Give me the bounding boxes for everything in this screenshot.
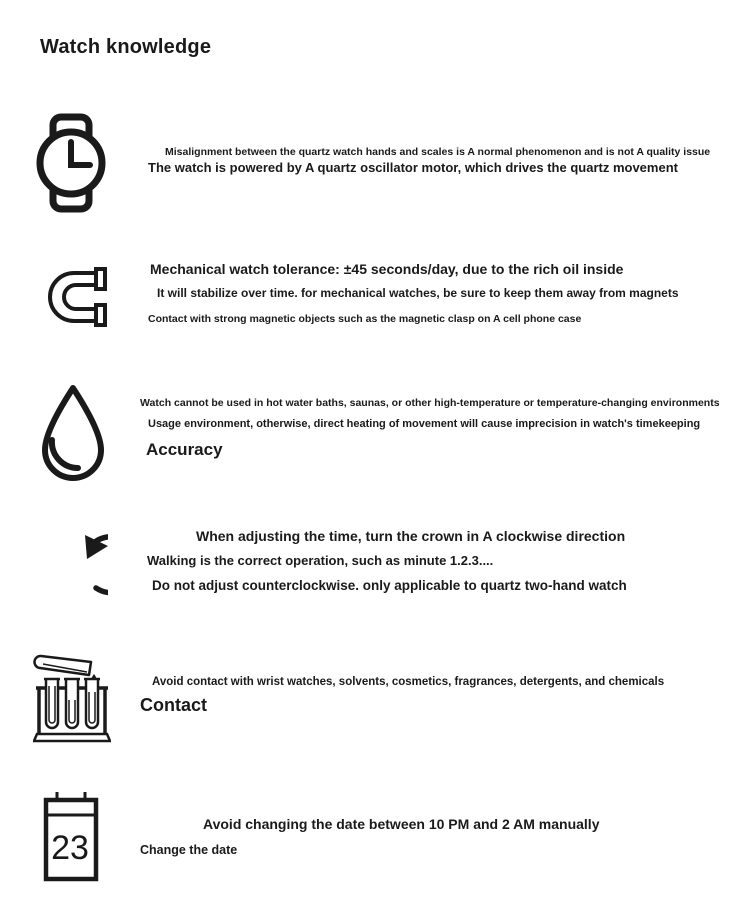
magnetism-text: It will stabilize over time. for mechanical watches, be sure to keep them away from magnets [157,286,679,300]
chemicals-heading: Contact [140,695,207,715]
temperature-note: Watch cannot be used in hot water baths, saunas, or other high-temperature or temperature-changing environments [140,397,720,409]
page-title: Watch knowledge [40,36,212,58]
calendar-day: 23 [51,829,89,867]
time-setting-text: Walking is the correct operation, such as minute 1.2.3.... [147,553,494,568]
magnetism-headline: Mechanical watch tolerance: ±45 seconds/day, due to the rich oil inside [150,261,624,277]
calendar-icon [43,790,99,882]
chemicals-note: Avoid contact with wrist watches, solvents, cosmetics, fragrances, detergents, and chemicals [152,676,665,688]
temperature-text: Usage environment, otherwise, direct heating of movement will cause imprecision in watch's timekeeping [148,418,701,430]
date-headline: Avoid changing the date between 10 PM and 2 AM manually [203,816,600,832]
magnet-icon [46,266,108,328]
wristwatch-icon [36,113,106,213]
time-setting-headline: When adjusting the time, turn the crown in A clockwise direction [196,528,626,544]
temperature-heading: Accuracy [146,440,223,459]
magnetism-note: Contact with strong magnetic objects such as the magnetic clasp on A cell phone case [148,313,582,325]
movement-text: The watch is powered by A quartz oscillator motor, which drives the quartz movement [148,160,678,175]
test-tubes-icon [33,648,111,744]
date-text: Change the date [140,843,238,857]
water-drop-icon [38,383,108,483]
clockwise-arrow-icon [40,527,108,609]
movement-note: Misalignment between the quartz watch hands and scales is A normal phenomenon and is not A quality issue [165,146,711,158]
time-setting-note: Do not adjust counterclockwise. only applicable to quartz two-hand watch [152,578,627,593]
